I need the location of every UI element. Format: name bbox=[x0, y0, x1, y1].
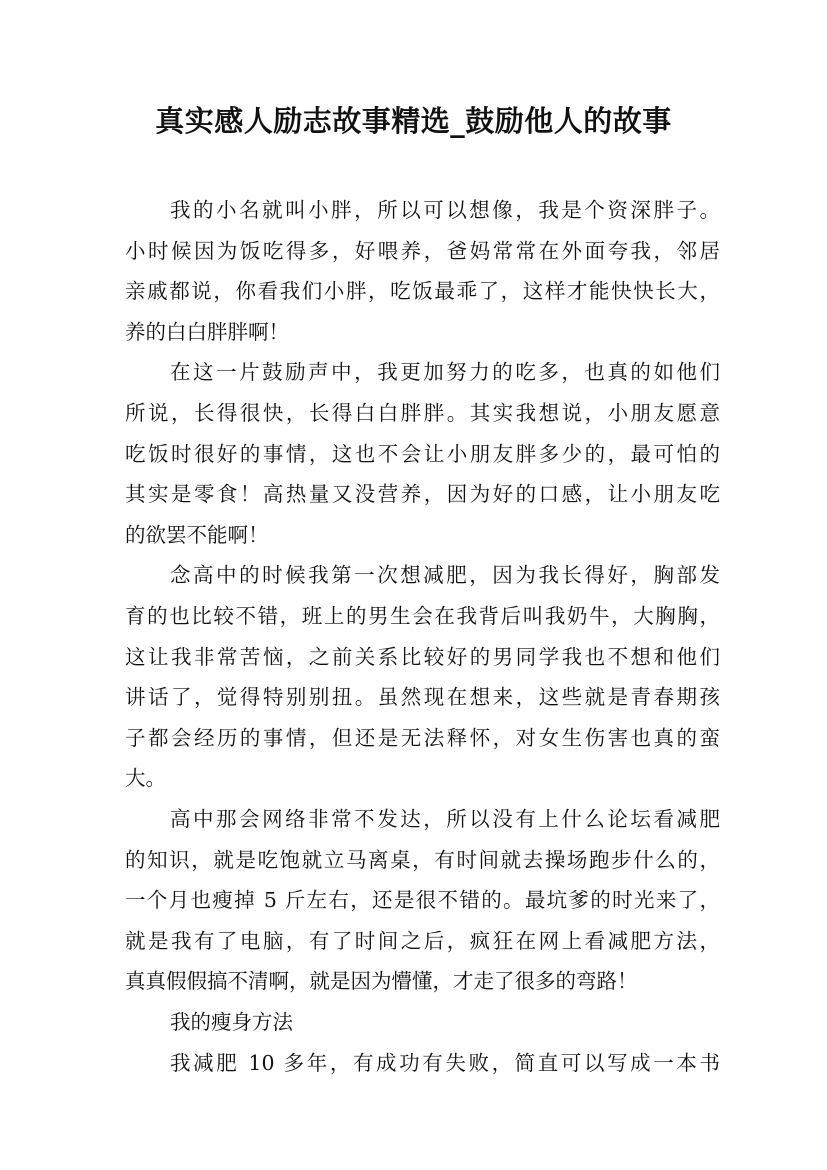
body-text-line: 高中那会网络非常不发达，所以没有上什么论坛看减肥 bbox=[170, 807, 720, 831]
body-text-line: 育的也比较不错，班上的男生会在我背后叫我奶牛，大胸胸， bbox=[125, 604, 720, 628]
document-title: 真实感人励志故事精选_鼓励他人的故事 bbox=[155, 104, 672, 138]
body-text-line: 养的白白胖胖啊！ bbox=[125, 319, 289, 344]
body-text-line: 这让我非常苦恼，之前关系比较好的男同学我也不想和他们 bbox=[125, 644, 720, 669]
body-text-line: 就是我有了电脑，有了时间之后，疯狂在网上看减肥方法， bbox=[125, 928, 720, 953]
body-text-line: 其实是零食！高热量又没营养，因为好的口感，让小朋友吃 bbox=[125, 482, 720, 507]
body-text-line: 吃饭时很好的事情，这也不会让小朋友胖多少的，最可怕的 bbox=[125, 441, 720, 466]
body-text-line: 的欲罢不能啊！ bbox=[125, 522, 269, 547]
body-text-line: 所说，长得很快，长得白白胖胖。其实我想说，小朋友愿意 bbox=[125, 401, 720, 425]
body-text-line: 大。 bbox=[125, 766, 166, 791]
body-text-line: 念高中的时候我第一次想减肥，因为我长得好，胸部发 bbox=[170, 563, 720, 588]
body-text-line: 真真假假搞不清啊，就是因为懵懂，才走了很多的弯路！ bbox=[125, 969, 638, 994]
body-text-line: 在这一片鼓励声中，我更加努力的吃多，也真的如他们 bbox=[170, 360, 720, 385]
body-text-line: 小时候因为饭吃得多，好喂养，爸妈常常在外面夸我，邻居 bbox=[125, 238, 720, 263]
body-text-line: 我的小名就叫小胖，所以可以想像，我是个资深胖子。 bbox=[170, 198, 720, 222]
body-text-line: 的知识，就是吃饱就立马离桌，有时间就去操场跑步什么的， bbox=[125, 847, 720, 872]
body-text-line: 子都会经历的事情，但还是无法释怀，对女生伤害也真的蛮 bbox=[125, 725, 720, 750]
body-text-line: 亲戚都说，你看我们小胖，吃饭最乖了，这样才能快快长大， bbox=[125, 279, 720, 304]
body-text-line: 我的瘦身方法 bbox=[170, 1010, 293, 1034]
body-text-line: 讲话了，觉得特别别扭。虽然现在想来，这些就是青春期孩 bbox=[125, 685, 720, 710]
body-text-line: 一个月也瘦掉 5 斤左右，还是很不错的。最坑爹的时光来了， bbox=[125, 888, 720, 913]
body-text-line: 我减肥 10 多年，有成功有失败，简直可以写成一本书 bbox=[170, 1050, 720, 1075]
